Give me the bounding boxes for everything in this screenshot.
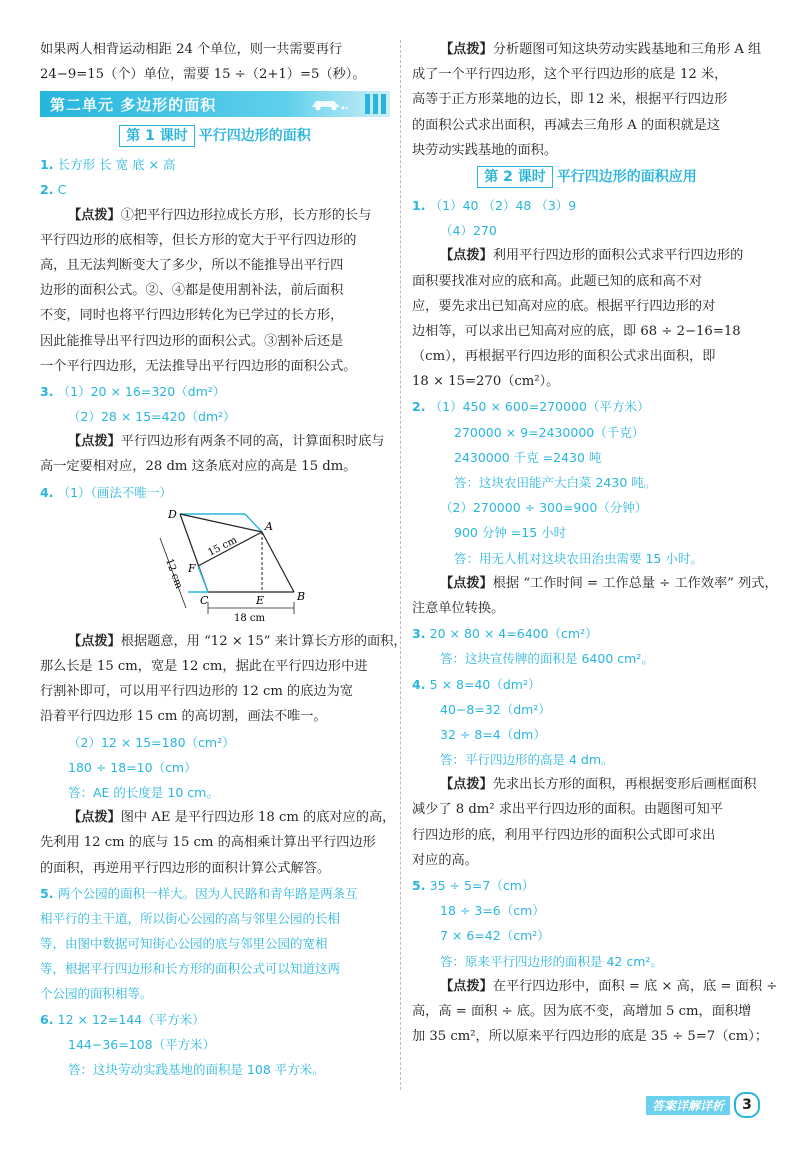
label-15cm: 15 cm bbox=[206, 534, 239, 559]
tip-label: 【点拨】 bbox=[68, 633, 121, 649]
q6-answer: 12 × 12=144（平方米） bbox=[57, 1011, 205, 1027]
tip-label: 【点拨】 bbox=[440, 978, 493, 994]
q3-tip-text: 平行四边形有两条不同的高，计算面积时底与 bbox=[120, 434, 385, 450]
r4-answer: 40−8=32（dm²） bbox=[440, 701, 551, 717]
q4-tip-line: 那么长是 15 cm，宽是 12 cm，据此在平行四边形中进 bbox=[40, 659, 368, 674]
q5-line bbox=[40, 909, 390, 929]
r5-tip-line: 高，高 = 面积 ÷ 底。因为底不变，高增加 5 cm，面积增 bbox=[412, 1003, 752, 1019]
r2-tip-line bbox=[412, 574, 778, 594]
sq-unit: ²） bbox=[217, 734, 235, 750]
q3-answer-2: （2）28 × 15=420（dm bbox=[68, 409, 219, 425]
lesson-2-box: 第 2 课时 bbox=[477, 166, 553, 188]
r5-line bbox=[412, 876, 762, 896]
r2-answer: 270000 × 9=2430000（千克） bbox=[454, 424, 645, 440]
q4-tip-line: 沿着平行四边形 15 cm 的高切割，画法不唯一。 bbox=[40, 709, 327, 725]
top-tip-line: 的面积公式求出面积，再减去三角形 A 的面积就是这 bbox=[412, 117, 721, 133]
q2-tip-line: 高，且无法判断变大了多少，所以不能推导出平行四 bbox=[40, 257, 344, 273]
r4-line bbox=[412, 725, 762, 745]
parallelogram-diagram bbox=[40, 508, 390, 630]
r4-answer: 32 ÷ 8=4（dm） bbox=[440, 726, 546, 742]
r1-line-2 bbox=[412, 221, 762, 241]
r2-number: 2. bbox=[412, 399, 426, 415]
r2-tip-text: 根据 “工作时间 = 工作总量 ÷ 工作效率” 列式， bbox=[492, 575, 778, 591]
tip-label: 【点拨】 bbox=[68, 207, 121, 223]
top-tip-line: 高等于正方形菜地的边长，即 12 米，根据平行四边形 bbox=[412, 92, 728, 108]
r2-answer: 900 分钟 =15 小时 bbox=[454, 525, 567, 541]
r1-tip-line bbox=[412, 246, 762, 266]
r5-number: 5. bbox=[412, 878, 426, 893]
r5-line bbox=[412, 901, 762, 921]
tip-label: 【点拨】 bbox=[440, 42, 493, 57]
tip-label: 【点拨】 bbox=[440, 248, 493, 264]
r4-line bbox=[412, 675, 762, 695]
tip-label: 【点拨】 bbox=[68, 434, 121, 450]
q4-number: 4. bbox=[40, 484, 54, 500]
q1-number: 1. bbox=[40, 157, 54, 173]
q5-line bbox=[40, 884, 390, 904]
lesson-1-box: 第 1 课时 bbox=[119, 125, 195, 147]
q4-line-4 bbox=[40, 783, 390, 803]
r1-answer-1: （1）40 （2）48 （3）9 bbox=[429, 197, 577, 213]
r2-tip-line: 注意单位转换。 bbox=[412, 600, 505, 616]
q4-tip2-text: 图中 AE 是平行四边形 18 cm 的底对应的高， bbox=[120, 810, 396, 826]
r2-answer: 答：用无人机对这块农田治虫需要 15 小时。 bbox=[454, 550, 703, 566]
q6-answer: 144−36=108（平方米） bbox=[68, 1036, 216, 1052]
q5-answer: 等，由图中数据可知街心公园的底与邻里公园的宽相 bbox=[40, 936, 328, 952]
sq-unit: ²） bbox=[207, 383, 226, 399]
r1-tip-line: 面积要找准对应的底和高。此题已知的底和高不对 bbox=[412, 273, 703, 289]
r4-answer: 答：平行四边形的高是 4 dm。 bbox=[440, 752, 614, 768]
r1-tip-line: 18 × 15=270（cm²）。 bbox=[412, 374, 560, 390]
r4-line bbox=[412, 750, 762, 770]
r4-tip-line: 对应的高。 bbox=[412, 852, 478, 868]
q5-answer: 相平行的主干道，所以街心公园的高与邻里公园的长相 bbox=[40, 910, 341, 926]
q4-answer-2: （2）12 × 15=180（cm bbox=[68, 734, 218, 750]
q5-line bbox=[40, 934, 390, 954]
q2-tip-text: ①把平行四边形拉成长方形，长方形的长与 bbox=[120, 207, 372, 223]
r5-answer: 18 ÷ 3=6（cm） bbox=[440, 903, 545, 919]
q2-tip-line: 因此能推导出平行四边形的面积公式。③割补后还是 bbox=[40, 333, 344, 349]
r3-number: 3. bbox=[412, 626, 426, 642]
r4-answer: 5 × 8=40（dm²） bbox=[429, 676, 541, 692]
sq-unit: ²） bbox=[218, 409, 236, 425]
lesson-2-title: 平行四边形的面积应用 bbox=[556, 168, 697, 185]
q4-line-3 bbox=[40, 758, 390, 778]
r5-line bbox=[412, 952, 762, 972]
r2-answer: （1）450 × 600=270000（平方米） bbox=[429, 399, 650, 415]
q6-number: 6. bbox=[40, 1011, 54, 1027]
r5-tip-line: 加 35 cm²，所以原来平行四边形的底是 35 ÷ 5=7（cm）； bbox=[412, 1029, 769, 1045]
r2-answer: （2）270000 ÷ 300=900（分钟） bbox=[440, 500, 648, 516]
r4-line bbox=[412, 700, 762, 720]
q2-tip-line: 平行四边形的底相等，但长方形的宽大于平行四边形的 bbox=[40, 232, 357, 248]
r2-line bbox=[412, 448, 762, 468]
q5-number: 5. bbox=[40, 885, 54, 901]
label-c: C bbox=[200, 593, 209, 607]
q6-line bbox=[40, 1035, 390, 1055]
q1-answer: 长方形 长 宽 底 × 高 bbox=[57, 157, 176, 173]
footer-label: 答案详解详析 bbox=[646, 1096, 730, 1115]
q4-answer-1: （1）（画法不唯一） bbox=[57, 484, 172, 500]
q5-answer: 个公园的面积相等。 bbox=[40, 986, 153, 1002]
r2-line bbox=[412, 498, 762, 518]
r3-answer-2: 答：这块宣传牌的面积是 6400 cm²。 bbox=[440, 651, 654, 667]
q6-line bbox=[40, 1010, 390, 1030]
r3-answer-1: 20 × 80 × 4=6400（cm²） bbox=[429, 626, 598, 642]
q4-answer-3: 180 ÷ 18=10（cm） bbox=[68, 759, 197, 775]
q4-answer-4: 答：AE 的长度是 10 cm。 bbox=[68, 784, 219, 800]
q2-tip-line: 一个平行四边形，无法推导出平行四边形的面积公式。 bbox=[40, 358, 357, 374]
column-divider bbox=[400, 40, 401, 1090]
r2-line bbox=[412, 397, 762, 417]
r2-answer: 2430000 千克 =2430 吨 bbox=[454, 449, 602, 465]
q5-answer: 等，根据平行四边形和长方形的面积公式可以知道这两 bbox=[40, 961, 341, 977]
r4-tip-line bbox=[412, 775, 762, 795]
label-b: B bbox=[297, 589, 306, 603]
q4-tip-line: 行割补即可，可以用平行四边形的 12 cm 的底边为宽 bbox=[40, 684, 353, 700]
tip-label: 【点拨】 bbox=[440, 777, 493, 793]
q5-line bbox=[40, 959, 390, 979]
banner-bars bbox=[365, 94, 386, 114]
r4-tip-line: 行四边形的底，利用平行四边形的面积公式即可求出 bbox=[412, 827, 716, 843]
q5-answer: 两个公园的面积一样大。因为人民路和青年路是两条互 bbox=[57, 885, 358, 901]
q2-number: 2. bbox=[40, 182, 54, 198]
top-tip-line bbox=[412, 40, 762, 60]
q2-tip-line: 边形的面积公式。②、④都是使用割补法，前后面积 bbox=[40, 283, 344, 299]
page-number: 3 bbox=[734, 1092, 760, 1118]
r2-line bbox=[412, 423, 762, 443]
r4-tip-line: 减少了 8 dm² 求出平行四边形的面积。由题图可知平 bbox=[412, 802, 723, 818]
r4-tip-text: 先求出长方形的面积，再根据变形后画框面积 bbox=[492, 777, 757, 793]
lesson-2-heading bbox=[412, 166, 762, 188]
unit-banner bbox=[40, 91, 390, 117]
q2-answer: C bbox=[57, 182, 67, 198]
label-d: D bbox=[168, 507, 177, 521]
q2-tip-line: 不变，同时也将平行四边形转化为已学过的长方形， bbox=[40, 308, 344, 324]
q5-line bbox=[40, 984, 390, 1004]
r1-tip-line: 边相等，可以求出已知高对应的底，即 68 ÷ 2−16=18 bbox=[412, 323, 741, 339]
r3-line bbox=[412, 624, 762, 644]
r1-tip-text: 利用平行四边形的面积公式求平行四边形的 bbox=[492, 248, 744, 264]
label-18cm: 18 cm bbox=[234, 612, 265, 624]
parallelogram-figure bbox=[40, 508, 390, 630]
r3-line-2 bbox=[412, 649, 762, 669]
r1-answer-2: （4）270 bbox=[440, 223, 497, 239]
q4-tip-line bbox=[40, 632, 407, 652]
r1-line bbox=[412, 196, 762, 216]
q6-answer: 答：这块劳动实践基地的面积是 108 平方米。 bbox=[68, 1062, 325, 1077]
r5-answer: 35 ÷ 5=7（cm） bbox=[429, 878, 535, 893]
r1-number: 1. bbox=[412, 197, 426, 213]
r5-line bbox=[412, 926, 762, 946]
q2-tip-line bbox=[40, 206, 390, 226]
q6-line bbox=[40, 1060, 390, 1080]
label-12cm: 12 cm bbox=[163, 557, 185, 590]
r5-tip-line bbox=[412, 977, 778, 997]
q4-line-2 bbox=[40, 733, 390, 753]
top-tip-line: 成了一个平行四边形，这个平行四边形的底是 12 米， bbox=[412, 67, 728, 83]
label-a: A bbox=[265, 519, 273, 533]
r1-tip-line: 应，要先求出已知高对应的底。根据平行四边形的对 bbox=[412, 298, 716, 314]
lesson-1-title: 平行四边形的面积 bbox=[198, 128, 311, 145]
intro-line-1: 如果两人相背运动相距 24 个单位，则一共需要再行 bbox=[40, 42, 343, 57]
r5-answer: 7 × 6=42（cm²） bbox=[440, 928, 550, 944]
page-footer bbox=[646, 1092, 760, 1118]
lesson-1-heading bbox=[40, 125, 390, 147]
right-column bbox=[412, 40, 778, 1052]
top-tip-text: 分析题图可知这块劳动实践基地和三角形 A 组 bbox=[492, 42, 762, 57]
q4-line bbox=[40, 483, 390, 503]
r2-line bbox=[412, 473, 762, 493]
q2-line bbox=[40, 180, 390, 200]
unit-title: 第二单元 多边形的面积 bbox=[50, 95, 217, 114]
q4-tip2-line bbox=[40, 808, 396, 828]
intro-line-2: 24−9=15（个）单位，需要 15 ÷（2+1）=5（秒）。 bbox=[40, 67, 366, 83]
r2-line bbox=[412, 549, 762, 569]
r4-number: 4. bbox=[412, 676, 426, 692]
q3-number: 3. bbox=[40, 383, 54, 399]
q4-tip2-line: 的面积，再逆用平行四边形的面积计算公式解答。 bbox=[40, 860, 331, 876]
tip-label: 【点拨】 bbox=[440, 575, 493, 591]
r2-answer: 答：这块农田能产大白菜 2430 吨。 bbox=[454, 475, 657, 490]
q3-line-2 bbox=[40, 407, 390, 427]
r1-tip-line: （cm），再根据平行四边形的面积公式求出面积，即 bbox=[412, 349, 716, 365]
r5-tip-text: 在平行四边形中，面积 = 底 × 高，底 = 面积 ÷ bbox=[492, 978, 778, 994]
q1-line bbox=[40, 155, 390, 175]
car-icon bbox=[308, 97, 348, 111]
q4-tip2-line: 先利用 12 cm 的底与 15 cm 的高相乘计算出平行四边形 bbox=[40, 835, 376, 851]
r5-answer: 答：原来平行四边形的面积是 42 cm²。 bbox=[440, 953, 663, 969]
tip-label: 【点拨】 bbox=[68, 810, 121, 826]
top-tip-line: 块劳动实践基地的面积。 bbox=[412, 142, 558, 158]
q3-answer-1: （1）20 × 16=320（dm bbox=[57, 383, 208, 399]
q4-tip-text: 根据题意，用 “12 × 15” 来计算长方形的面积， bbox=[120, 633, 407, 649]
q3-line bbox=[40, 382, 390, 402]
label-f: F bbox=[188, 561, 196, 575]
label-e: E bbox=[256, 593, 265, 607]
q3-tip-line bbox=[40, 432, 390, 452]
q3-tip-line: 高一定要相对应，28 dm 这条底对应的高是 15 dm。 bbox=[40, 459, 357, 475]
left-column bbox=[40, 40, 407, 1085]
r2-line bbox=[412, 523, 762, 543]
